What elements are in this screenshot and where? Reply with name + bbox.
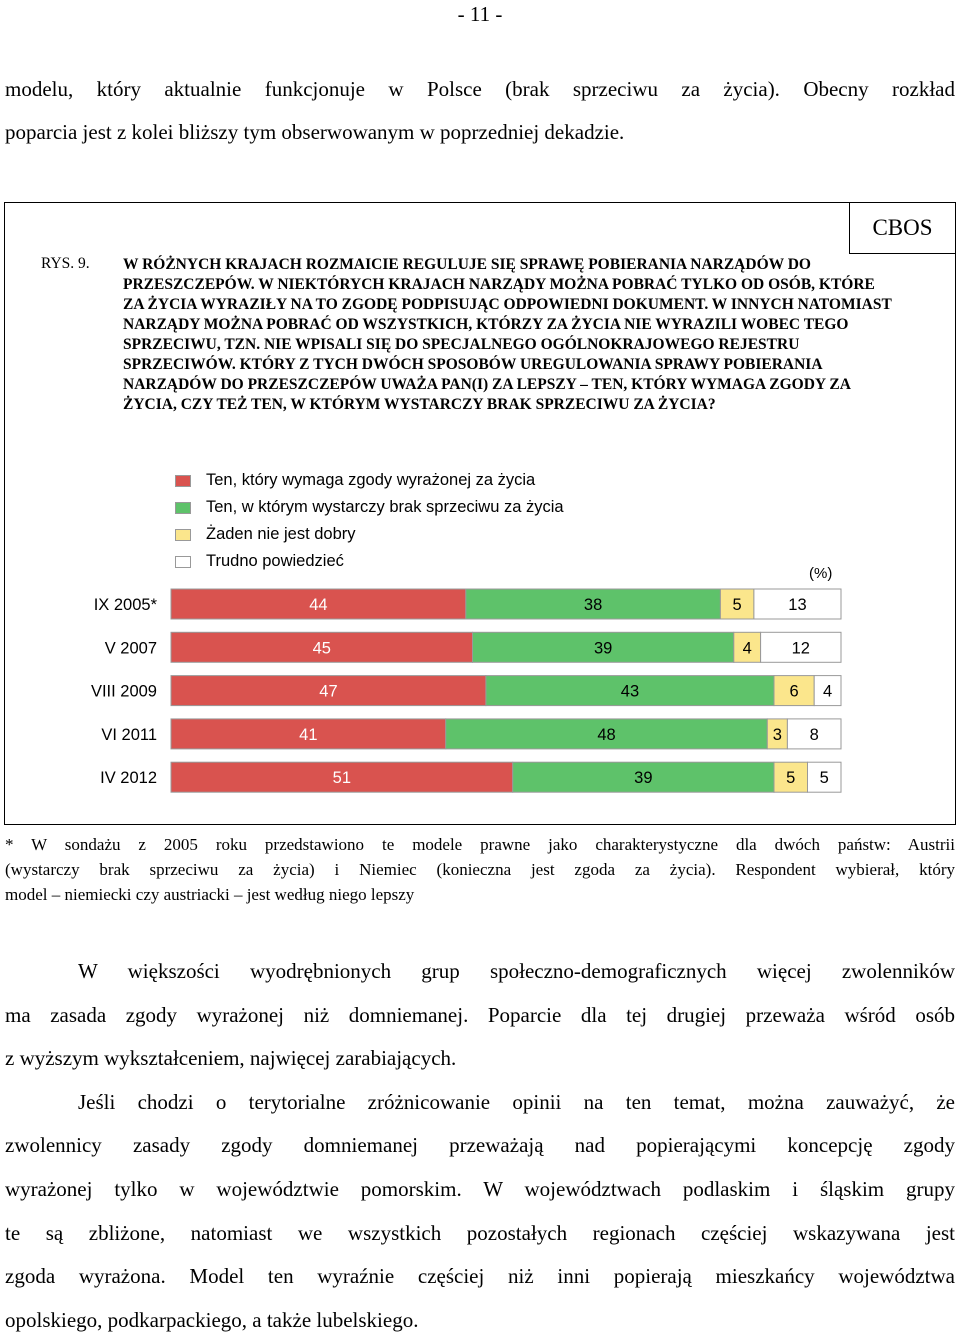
data-label: 3 [772,725,782,744]
unit-label: (%) [809,565,833,582]
data-label: 5 [786,769,796,788]
data-label: 12 [791,639,810,658]
data-label: 4 [823,682,833,701]
footnote-line: * W sondażu z 2005 roku przedstawiono te modele prawne jako charakterystyczne dla dwóch państw: Austrii [5,835,955,854]
footnote-line: model – niemiecki czy austriacki – jest według niego lepszy [5,885,415,904]
data-label: 38 [583,596,603,614]
category-label: IV 2012 [100,769,157,788]
data-label: 6 [789,682,799,701]
data-label: 8 [809,725,819,744]
stacked-bar-chart [5,203,955,823]
legend-label: Żaden nie jest dobry [206,525,356,543]
legend-label: Ten, w którym wystarczy brak sprzeciwu za życia [206,498,564,516]
page-number: - 11 - [457,2,503,26]
footnote-line: (wystarczy brak sprzeciwu za życia) i Niemiec (konieczna jest zgoda za życia). Respondent wybierał, który [5,860,955,879]
intro-line: poparcia jest z kolei bliższy tym obserwowanym w poprzedniej dekadzie. [5,120,625,144]
data-label: 51 [332,769,352,788]
data-label: 13 [788,596,807,614]
data-label: 39 [593,639,613,658]
figure-label: RYS. 9. [41,255,90,272]
body-line: zwolennicy zasady zgody domniemanej przeważają nad popierającymi koncepcję zgody [5,1133,955,1158]
body-line: opolskiego, podkarpackiego, a także lubelskiego. [5,1307,419,1332]
body-line: ma zasada zgody wyrażonej niż domniemanej. Poparcie dla tej drugiej przeważa wśród osób [5,1002,955,1027]
data-label: 5 [819,769,829,788]
data-label: 43 [620,682,640,701]
legend-label: Trudno powiedzieć [206,552,344,570]
body-text [5,950,955,1342]
category-label: VIII 2009 [90,682,157,701]
data-label: 48 [597,725,616,744]
figure-box [4,202,956,825]
data-label: 39 [634,769,653,788]
body-line: z wyższym wykształceniem, najwięcej zarabiających. [5,1046,457,1071]
category-label: VI 2011 [101,725,157,744]
figure-footnote [5,832,955,907]
data-label: 5 [732,596,742,614]
body-line: zgoda wyrażona. Model ten wyraźnie częściej niż inni popierają mieszkańcy województwa [5,1264,955,1289]
body-line: W większości wyodrębnionych grup społeczno-demograficznych więcej zwolenników [78,959,955,983]
intro-paragraph [5,68,955,154]
body-line: te są zbliżone, natomiast we wszystkich pozostałych regionach częściej wskazywana jest [5,1220,955,1245]
body-line: wyrażonej tylko w województwie pomorskim. W województwach podlaskim i śląskim grupy [5,1176,955,1201]
source-tag: CBOS [849,202,956,254]
data-label: 47 [319,682,338,701]
legend-label: Ten, który wymaga zgody wyrażonej za życia [206,471,536,489]
body-line: Jeśli chodzi o terytorialne zróżnicowanie opinii na ten temat, można zauważyć, że [78,1089,955,1114]
category-label: IX 2005* [93,596,157,614]
data-label: 41 [299,725,318,744]
data-label: 44 [309,596,328,614]
intro-line: modelu, który aktualnie funkcjonuje w Polsce (brak sprzeciwu za życia). Obecny rozkład [5,77,955,101]
data-label: 45 [312,639,331,658]
category-label: V 2007 [104,639,157,658]
data-label: 4 [742,639,752,658]
figure-title: W RÓŻNYCH KRAJACH ROZMAICIE REGULUJE SIĘ SPRAWĘ POBIERANIA NARZĄDÓW DO PRZESZCZEPÓW. W NIEKTÓRYCH KRAJACH NARZĄDY MOŻNA POBRAĆ TYLKO OD OSÓB, KTÓRE ZA ŻYCIA WYRAZIŁY NA TO ZGODĘ PODPISUJĄC ODPOWIEDNI DOKUMENT. W INNYCH NATOMIAST NARZĄDY MOŻNA POBRAĆ OD WSZYSTKICH, KTÓRZY ZA ŻYCIA NIE WYRAZILI WOBEC TEGO SPRZECIWU, TZN. NIE WPISALI SIĘ DO SPECJALNEGO OGÓLNOKRAJOWEGO REJESTRU SPRZECIWÓW. KTÓRY Z TYCH DWÓCH SPOSOBÓW UREGULOWANIA SPRAWY POBIERANIA NARZĄDÓW DO PRZESZCZEPÓW UWAŻA PAN(I) ZA LEPSZY – TEN, KTÓRY WYMAGA ZGODY ZA ŻYCIA, CZY TEŻ TEN, W KTÓRYM WYSTARCZY BRAK SPRZECIWU ZA ŻYCIA? [123,256,892,413]
